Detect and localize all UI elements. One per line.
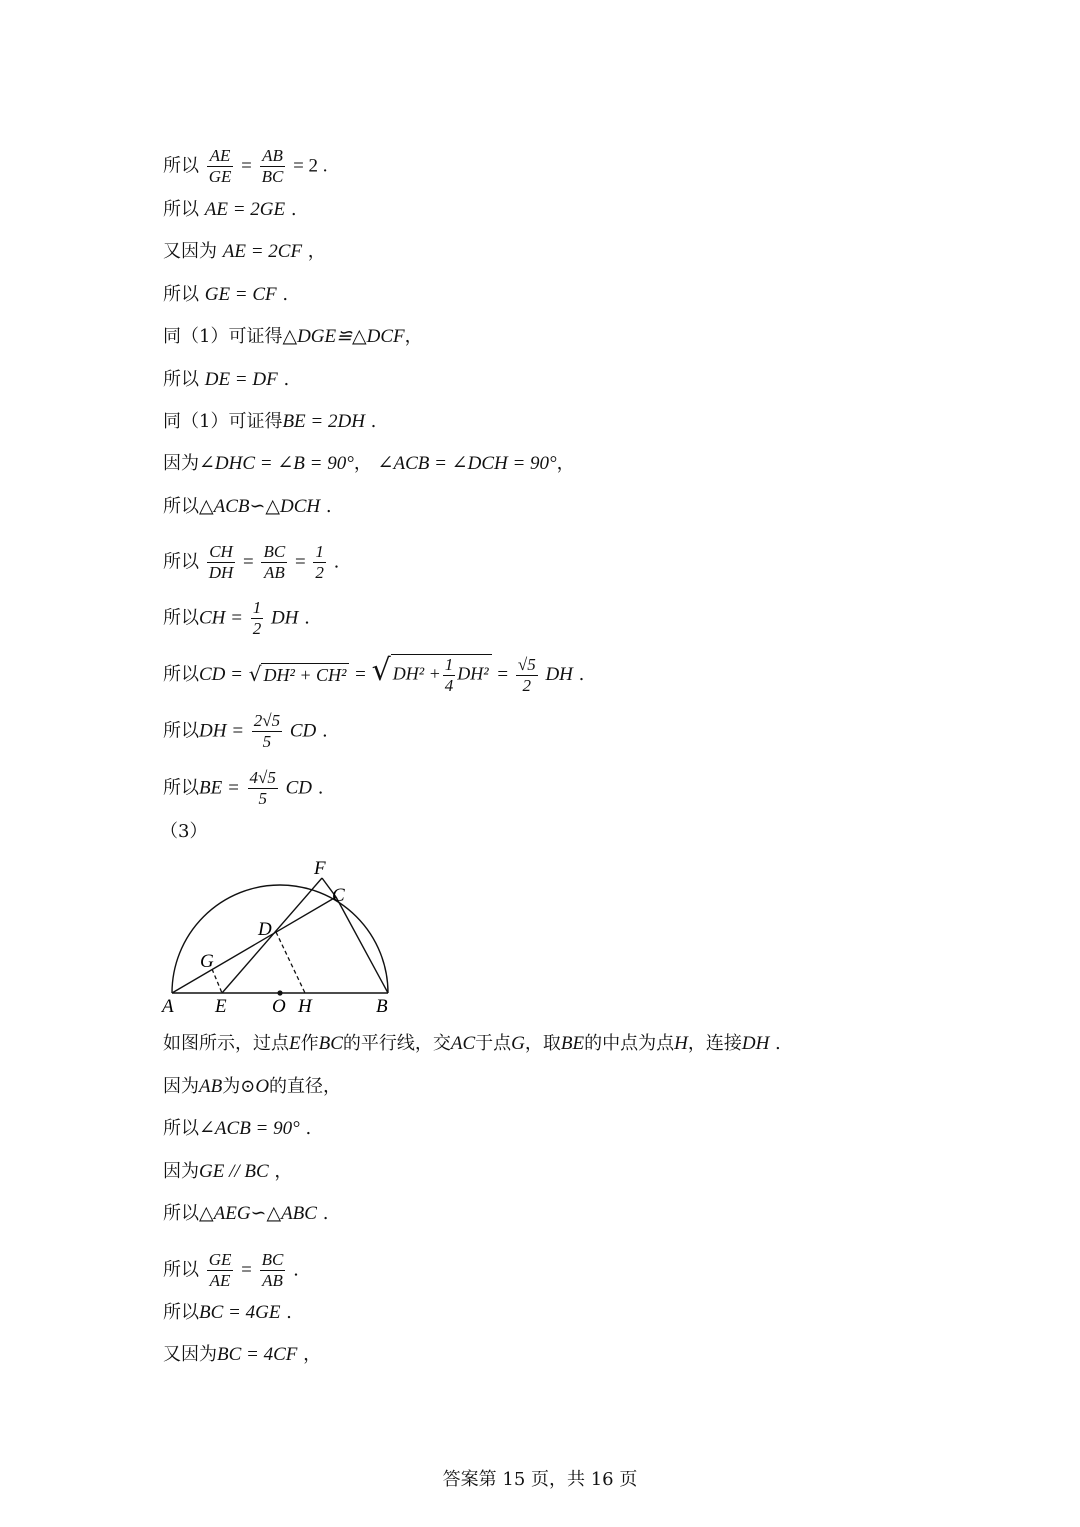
label-O: O: [272, 996, 286, 1017]
math: CD =: [199, 664, 243, 685]
label-D: D: [258, 919, 272, 940]
line-21: 所以BC = 4GE .: [163, 1302, 292, 1323]
fraction: $\frac{4√5}{5}$: [249, 768, 276, 808]
center-dot: [277, 990, 282, 995]
math: BC = 4CF: [217, 1344, 298, 1365]
line-19: 所以△AEG∽△ABC .: [163, 1203, 329, 1224]
line-22: 又因为BC = 4CF ，: [163, 1344, 322, 1365]
math: GE // BC: [199, 1161, 269, 1182]
fraction: $\frac{1}{2}$: [315, 542, 324, 582]
page-footer: 答案第 15 页，共 16 页: [442, 1469, 638, 1490]
math: BE =: [199, 777, 240, 799]
label-H: H: [298, 996, 312, 1017]
label-G: G: [200, 951, 214, 972]
fraction: $\frac{BC}{AB}$: [263, 542, 286, 582]
line-16: 因为AB为⊙O的直径，: [163, 1076, 342, 1097]
sqrt: √ DH² + $\frac{1}{4}$ DH²: [372, 654, 492, 696]
math: ∠DHC = ∠B = 90°: [199, 453, 354, 474]
line-8: 因为∠DHC = ∠B = 90°， ∠ACB = ∠DCH = 90°，: [163, 453, 575, 474]
line-3: 又因为 AE = 2CF ，: [163, 241, 326, 262]
math: △ACB∽△DCH: [199, 496, 321, 517]
fraction: $\frac{√5}{2}$: [517, 654, 536, 695]
line-12: 所以CD = √ DH² + CH² = √ DH² + $\frac{1}{4}$ DH² = $\frac{√5}{2}$ DH .: [163, 653, 585, 695]
line-17: 所以∠ACB = 90° .: [163, 1118, 312, 1139]
fraction: $\frac{1}{2}$: [252, 598, 262, 638]
line-1: 所以 $\frac{AE}{GE}$ = $\frac{AB}{BC}$ = 2 .: [163, 146, 328, 186]
text: 所以: [163, 155, 199, 177]
line-13: 所以DH = $\frac{2√5}{5}$ CD .: [163, 711, 328, 751]
math: CH =: [199, 607, 243, 629]
label-B: B: [376, 996, 388, 1017]
label-C: C: [332, 885, 345, 906]
segment-CB: [336, 897, 388, 993]
line-7: 同（1）可证得BE = 2DH .: [163, 411, 377, 432]
fraction: $\frac{AE}{GE}$: [208, 146, 232, 186]
fraction: $\frac{BC}{AB}$: [261, 1250, 284, 1290]
math: BE = 2DH: [282, 411, 365, 432]
line-11: 所以CH = $\frac{1}{2}$ DH .: [163, 598, 310, 638]
part-3-label: （3）: [160, 821, 208, 842]
line-14: 所以BE = $\frac{4√5}{5}$ CD .: [163, 768, 324, 808]
segment-EF: [222, 878, 322, 993]
label-A: A: [162, 996, 174, 1017]
segment-AC: [172, 897, 336, 993]
fraction: $\frac{CH}{DH}$: [208, 542, 234, 582]
line-18: 因为GE // BC ，: [163, 1161, 293, 1182]
fraction: $\frac{2√5}{5}$: [253, 711, 281, 751]
math: △AEG∽△ABC: [199, 1203, 317, 1224]
label-E: E: [215, 996, 227, 1017]
math: ∠ACB = ∠DCH = 90°: [377, 453, 557, 474]
sqrt: √ DH² + CH²: [249, 662, 350, 688]
math: BC = 4GE: [199, 1302, 281, 1323]
label-F: F: [314, 858, 326, 879]
math: GE = CF: [204, 284, 277, 305]
math: AE = 2CF: [222, 241, 303, 262]
fraction: $\frac{GE}{AE}$: [208, 1250, 232, 1290]
line-6: 所以 DE = DF .: [163, 369, 290, 390]
geometry-figure: [160, 852, 410, 1022]
math: AE = 2GE: [204, 199, 286, 220]
math: △DGE≌△DCF: [282, 326, 405, 347]
fraction: $\frac{AB}{BC}$: [261, 146, 284, 186]
segment-DH: [276, 932, 305, 993]
segment-GE: [212, 969, 222, 993]
line-9: 所以△ACB∽△DCH .: [163, 496, 332, 517]
line-10: 所以 $\frac{CH}{DH}$ = $\frac{BC}{AB}$ = $\frac{1}{2}$ .: [163, 542, 340, 582]
line-15: 如图所示，过点E作BC的平行线，交AC于点G，取BE的中点为点H，连接DH .: [163, 1033, 781, 1054]
line-2: 所以 AE = 2GE .: [163, 199, 297, 220]
math: DE = DF: [204, 369, 278, 390]
line-4: 所以 GE = CF .: [163, 284, 289, 305]
line-20: 所以 $\frac{GE}{AE}$ = $\frac{BC}{AB}$ .: [163, 1250, 299, 1290]
math: DH =: [199, 720, 245, 742]
line-5: 同（1）可证得△DGE≌△DCF，: [163, 326, 423, 347]
math: ∠ACB = 90°: [199, 1118, 300, 1139]
